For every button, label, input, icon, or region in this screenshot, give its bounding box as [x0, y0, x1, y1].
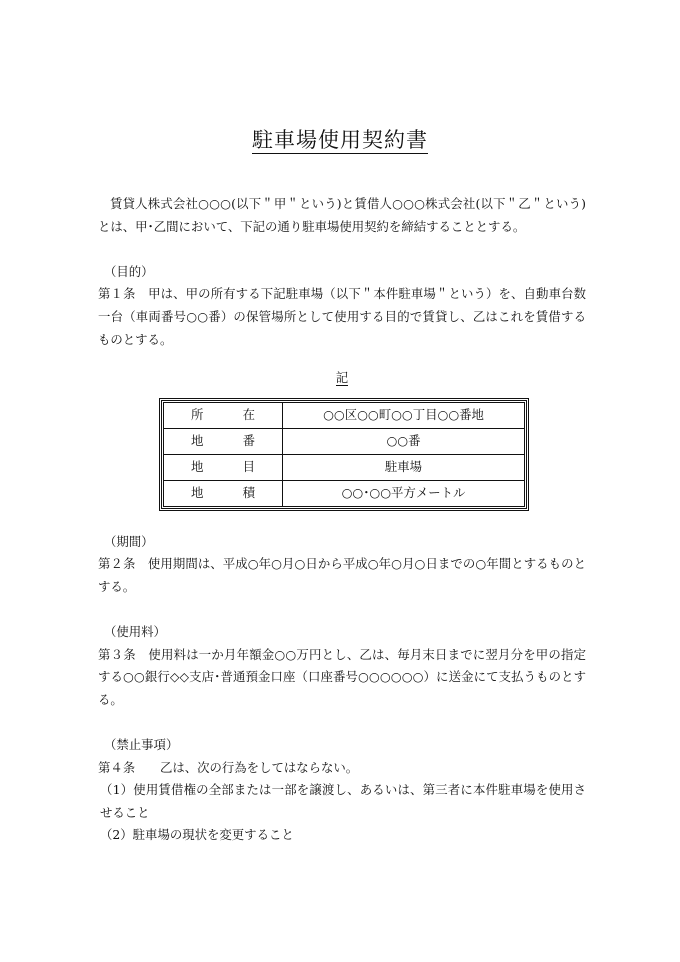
intro-paragraph: 賃貸人株式会社○○○(以下＂甲＂という)と賃借人○○○株式会社(以下＂乙＂という)とは、甲･乙間において、下記の通り駐車場使用契約を締結することとする。: [98, 196, 586, 234]
table-row: [164, 480, 525, 506]
article-2: 第２条 使用期間は、平成○年○月○日から平成○年○月○日までの○年間とするものとする。: [98, 556, 586, 594]
property-table: [159, 398, 529, 511]
fee-heading: （使用料）: [104, 624, 166, 640]
prohibited-heading: （禁止事項）: [104, 737, 179, 753]
document-title: 駐車場使用契約書: [252, 128, 428, 152]
period-heading: （期間）: [104, 533, 154, 549]
list-item: （1）使用賃借権の全部または一部を譲渡し、あるいは、第三者に本件駐車場を使用させること: [100, 782, 586, 820]
table-label: 地 目: [164, 454, 283, 480]
article-4: 第４条 乙は、次の行為をしてはならない。: [98, 759, 359, 775]
article-1: 第１条 甲は、甲の所有する下記駐車場（以下＂本件駐車場＂という）を、自動車台数一台（車両番号○○番）の保管場所として使用する目的で賃貸し、乙はこれを賃借するものとする。: [98, 286, 586, 347]
table-label: 地 番: [164, 428, 283, 454]
table-label: 地 積: [164, 480, 283, 506]
document-body: [98, 193, 586, 847]
table-label: 所 在: [164, 402, 283, 428]
table-row: [164, 428, 525, 454]
table-value: ○○･○○平方メートル: [283, 480, 525, 506]
article-3: 第３条 使用料は一か月年額金○○万円とし、乙は、毎月末日までに翌月分を甲の指定する○○銀行◇◇支店･普通預金口座（口座番号○○○○○○）に送金にて支払うものとする。: [98, 646, 586, 707]
table-row: [164, 402, 525, 428]
table-row: [164, 454, 525, 480]
table-value: ○○区○○町○○丁目○○番地: [283, 402, 525, 428]
purpose-heading: （目的）: [104, 263, 154, 279]
table-value: ○○番: [283, 428, 525, 454]
list-item: （2）駐車場の現状を変更すること: [100, 827, 294, 843]
table-value: 駐車場: [283, 454, 525, 480]
ki-heading: 記: [335, 370, 349, 386]
